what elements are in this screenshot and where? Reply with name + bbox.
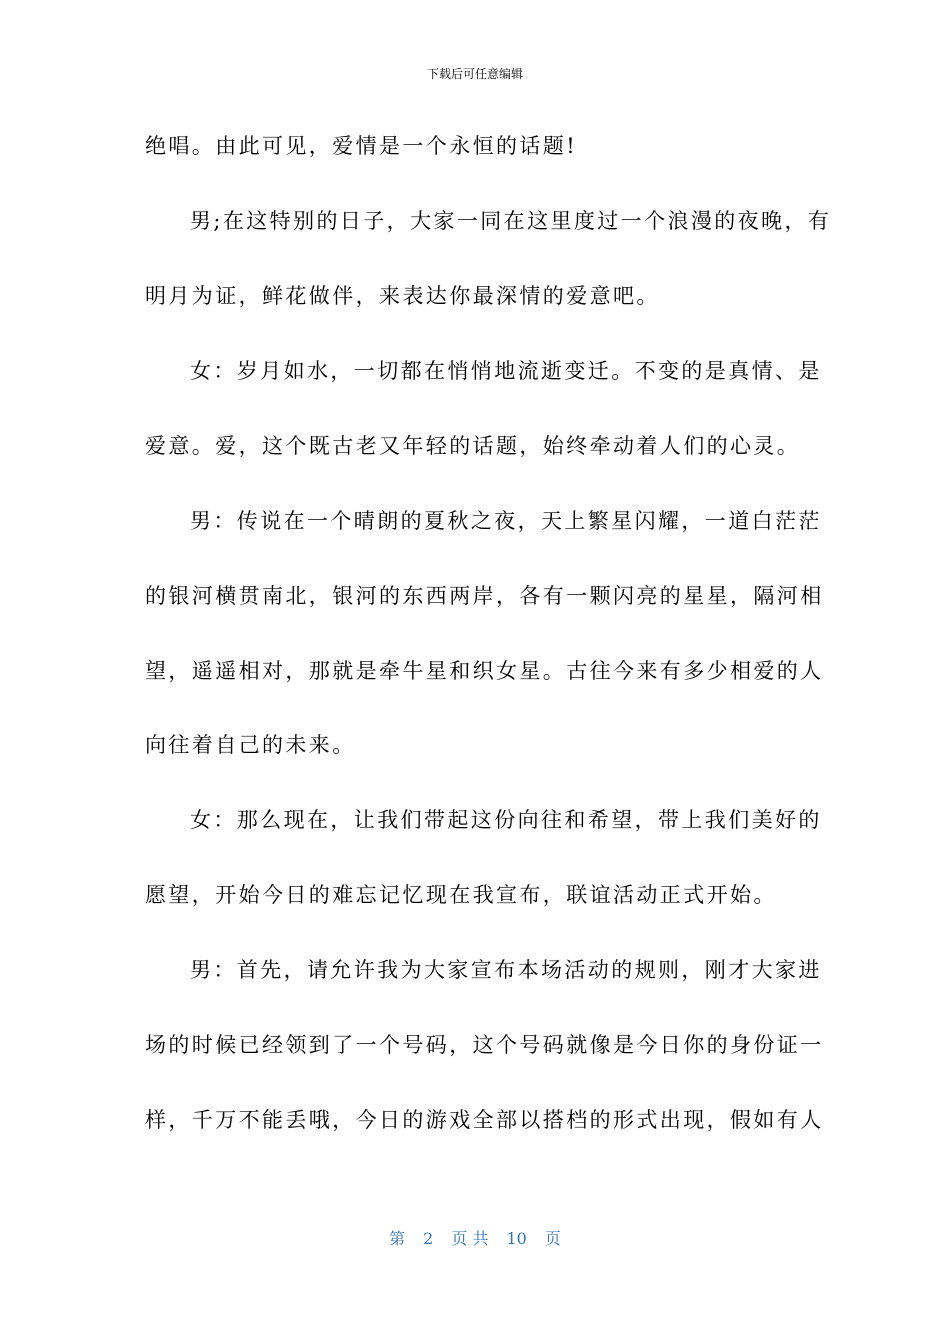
footer-page-number: 2 — [423, 1229, 434, 1248]
body-line: 爱意。爱，这个既古老又年轻的话题，始终牵动着人们的心灵。 — [145, 434, 801, 458]
page-header: 下载后可任意编辑 — [426, 67, 523, 81]
body-line: 女：岁月如水，一切都在悄悄地流逝变迁。不变的是真情、是 — [190, 359, 822, 383]
body-line: 场的时候已经领到了一个号码，这个号码就像是今日你的身份证一 — [145, 1033, 824, 1057]
footer-suffix: 页 — [544, 1229, 561, 1248]
body-line: 男：传说在一个晴朗的夏秋之夜，天上繁星闪耀，一道白茫茫 — [190, 509, 822, 533]
body-line: 的银河横贯南北，银河的东西两岸，各有一颗闪亮的星星，隔河相 — [145, 584, 824, 608]
footer-prefix: 第 — [389, 1229, 406, 1248]
body-line: 明月为证，鲜花做伴，来表达你最深情的爱意吧。 — [145, 284, 660, 308]
body-line: 愿望，开始今日的难忘记忆现在我宣布，联谊活动正式开始。 — [145, 883, 777, 907]
page-footer — [0, 1229, 950, 1249]
body-line: 男;在这特别的日子，大家一同在这里度过一个浪漫的夜晚，有 — [190, 209, 832, 233]
body-line: 男：首先，请允许我为大家宣布本场活动的规则，刚才大家进 — [190, 958, 822, 982]
footer-total-pages: 10 — [506, 1229, 527, 1248]
body-line: 向往着自己的未来。 — [145, 733, 356, 757]
footer-middle: 页 共 — [451, 1229, 489, 1248]
body-line: 样，千万不能丢哦，今日的游戏全部以搭档的形式出现，假如有人 — [145, 1108, 824, 1132]
body-line: 女：那么现在，让我们带起这份向往和希望，带上我们美好的 — [190, 808, 822, 832]
body-line: 绝唱。由此可见，爱情是一个永恒的话题! — [145, 134, 578, 158]
body-line: 望，遥遥相对，那就是牵牛星和织女星。古往今来有多少相爱的人 — [145, 659, 824, 683]
